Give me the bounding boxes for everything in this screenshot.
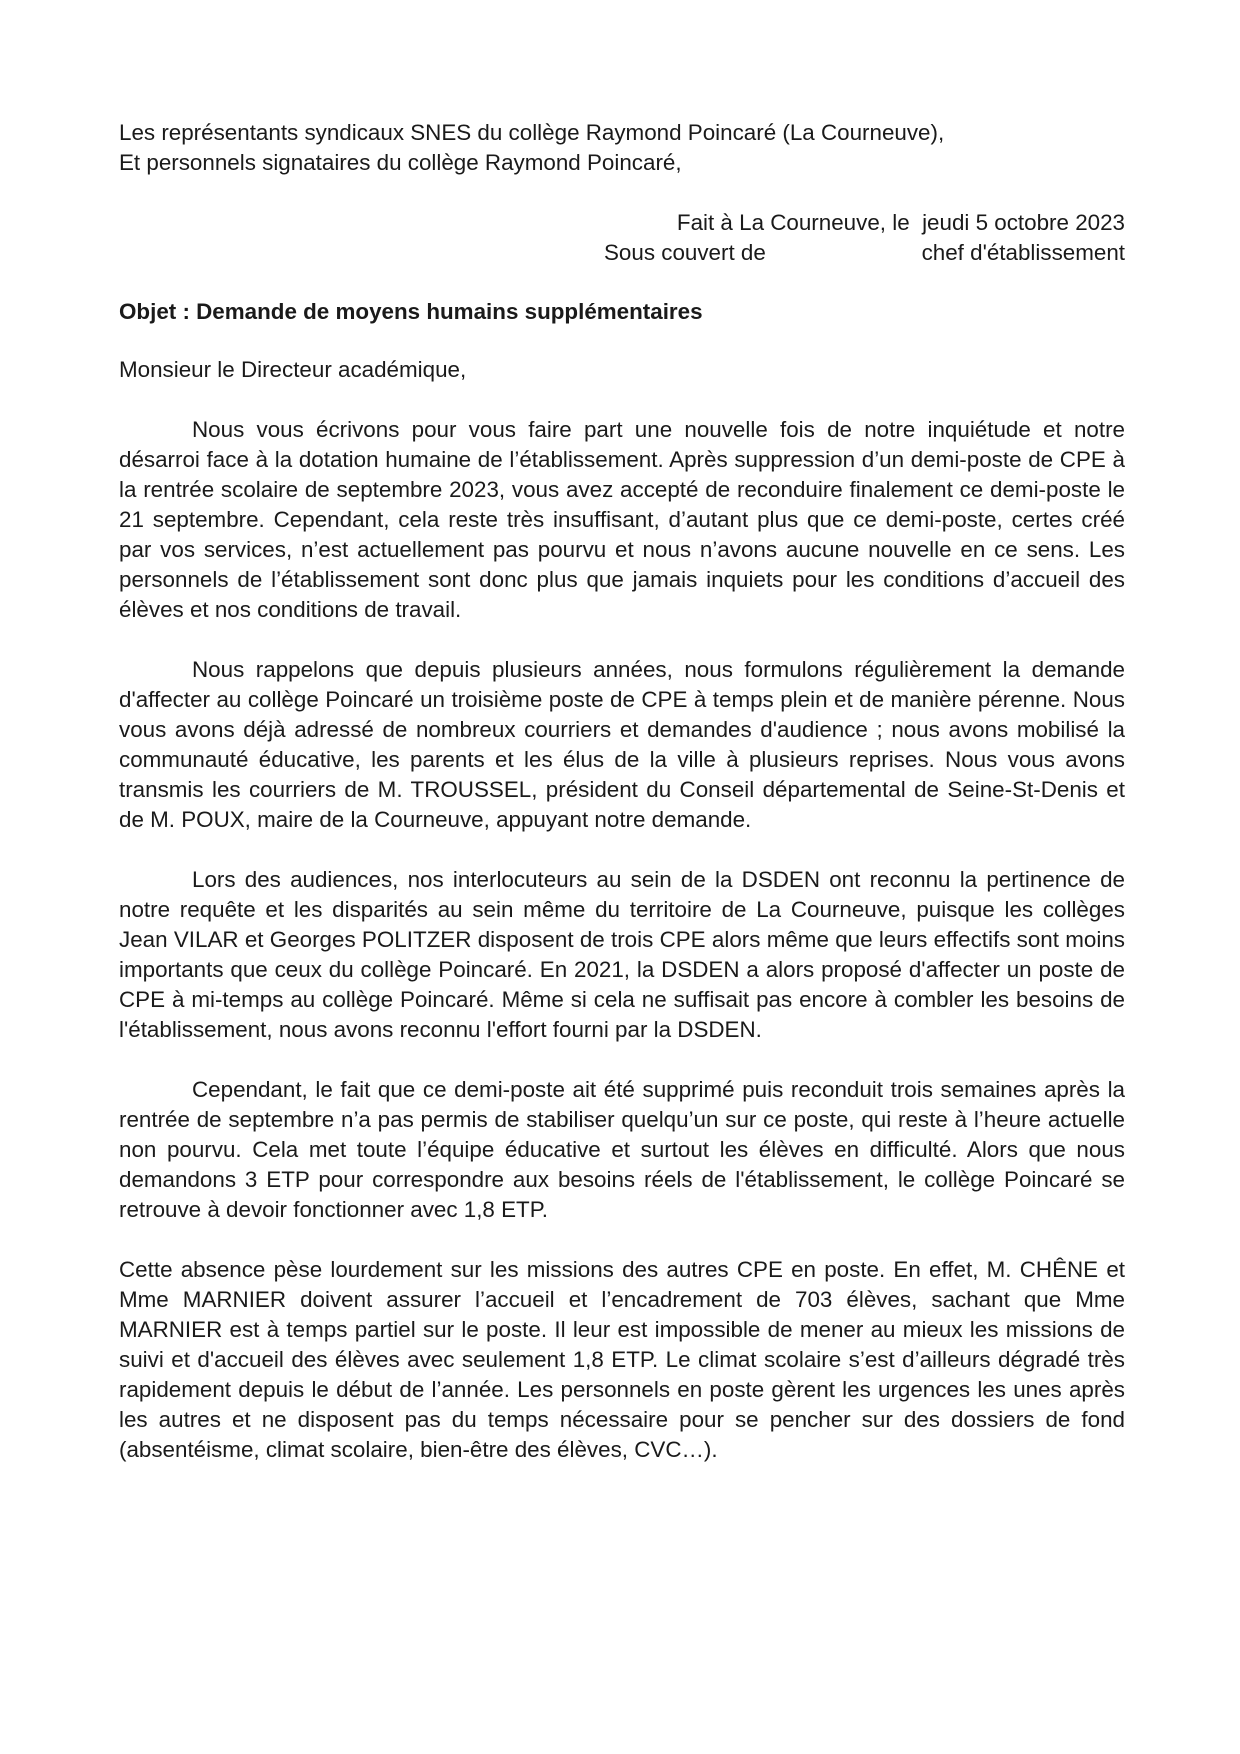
paragraph-3: Lors des audiences, nos interlocuteurs au sein de la DSDEN ont reconnu la pertinence de notre requête et les disparités au sein même du territoire de La Courneuve, puisque les collèges Jean VILAR et Georges POLITZER disposent de trois CPE alors même que leurs effectifs sont moins importants que ceux du collège Poincaré. En 2021, la DSDEN a alors proposé d'affecter un poste de CPE à mi-temps au collège Poincaré. Même si cela ne suffisait pas encore à combler les besoins de l'établissement, nous avons reconnu l'effort fourni par la DSDEN. [119, 867, 1125, 1042]
subject-line: Objet : Demande de moyens humains supplémentaires [119, 299, 703, 324]
sender-line-2: Et personnels signataires du collège Raymond Poincaré, [119, 150, 682, 175]
paragraph-2: Nous rappelons que depuis plusieurs années, nous formulons régulièrement la demande d'affecter au collège Poincaré un troisième poste de CPE à temps plein et de manière pérenne. Nous vous avons déjà adressé de nombreux courriers et demandes d'audience ; nous avons mobilisé la communauté éducative, les parents et les élus de la ville à plusieurs reprises. Nous vous avons transmis les courriers de M. TROUSSEL, président du Conseil départemental de Seine-St-Denis et de M. POUX, maire de la Courneuve, appuyant notre demande. [119, 657, 1125, 832]
paragraph-4: Cependant, le fait que ce demi-poste ait été supprimé puis reconduit trois semaines après la rentrée de septembre n’a pas permis de stabiliser quelqu’un sur ce poste, qui reste à l’heure actuelle non pourvu. Cela met toute l’équipe éducative et surtout les élèves en difficulté. Alors que nous demandons 3 ETP pour correspondre aux besoins réels de l'établissement, le collège Poincaré se retrouve à devoir fonctionner avec 1,8 ETP. [119, 1077, 1125, 1222]
letter-body [119, 118, 1125, 1465]
paragraph-5: Cette absence pèse lourdement sur les missions des autres CPE en poste. En effet, M. CHÊNE et Mme MARNIER doivent assurer l’accueil et l’encadrement de 703 élèves, sachant que Mme MARNIER est à temps partiel sur le poste. Il leur est impossible de mener au mieux les missions de suivi et d'accueil des élèves avec seulement 1,8 ETP. Le climat scolaire s’est d’ailleurs dégradé très rapidement depuis le début de l’année. Les personnels en poste gèrent les urgences les unes après les autres et ne disposent pas du temps nécessaire pour se pencher sur des dossiers de fond (absentéisme, climat scolaire, bien-être des élèves, CVC…). [119, 1257, 1125, 1462]
cover-recipient: chef d'établissement [921, 240, 1125, 265]
cover-line [604, 238, 1125, 268]
paragraph-1: Nous vous écrivons pour vous faire part une nouvelle fois de notre inquiétude et notre désarroi face à la dotation humaine de l’établissement. Après suppression d’un demi-poste de CPE à la rentrée scolaire de septembre 2023, vous avez accepté de reconduire finalement ce demi-poste le 21 septembre. Cependant, cela reste très insuffisant, d’autant plus que ce demi-poste, certes créé par vos services, n’est actuellement pas pourvu et nous n’avons aucune nouvelle en ce sens. Les personnels de l’établissement sont donc plus que jamais inquiets pour les conditions d’accueil des élèves et nos conditions de travail. [119, 417, 1125, 622]
sender-block [119, 118, 1125, 178]
cover-label: Sous couvert de [604, 240, 766, 265]
date-block [119, 208, 1125, 268]
sender-line-1: Les représentants syndicaux SNES du collège Raymond Poincaré (La Courneuve), [119, 120, 945, 145]
letter-paragraphs [119, 415, 1125, 1465]
date-line: Fait à La Courneuve, le jeudi 5 octobre 2023 [676, 210, 1125, 235]
salutation: Monsieur le Directeur académique, [119, 357, 467, 382]
